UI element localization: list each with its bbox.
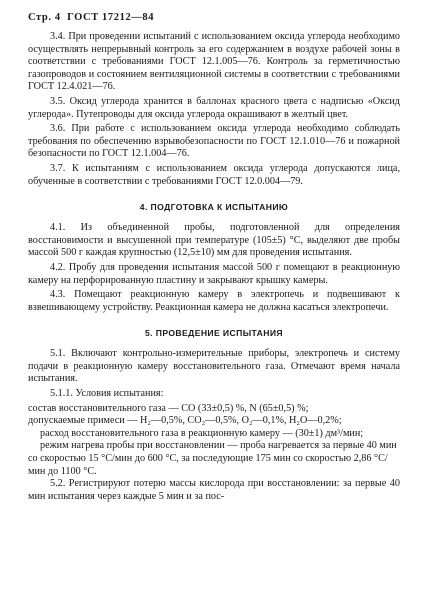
paragraph-3-5: 3.5. Оксид углерода хранится в баллонах красного цвета с надписью «Оксид углерода». Путепроводы для оксида углерода окрашивают в желтый цвет. bbox=[28, 95, 400, 120]
impurities-line: допускаемые примеси — H₂—0,5%, CO₂—0,5%, O₂—0,1%, H₂O—0,2%; bbox=[28, 415, 342, 427]
page-header bbox=[28, 12, 400, 23]
paragraph-5-1: 5.1. Включают контрольно-измерительные приборы, электропечь и систему подачи в реакционную камеру восстановительного газа. Отмечают время начала испытания. bbox=[28, 348, 400, 385]
paragraph-4-3: 4.3. Помещают реакционную камеру в электропечь и подвешивают к взвешивающему устройству. Реакционная камера не должна касаться электропечи. bbox=[28, 289, 400, 313]
gas-flow-line: расход восстановительного газа в реакционную камеру — (30±1) дм³/мин; bbox=[40, 427, 364, 439]
gas-composition-line: состав восстановительного газа — СО (33±0,5) %, N (65±0,5) %; bbox=[28, 402, 309, 414]
paragraph-3-7: 3.7. К испытаниям с использованием оксида углерода допускаются лица, обученные в соответствии с требованиями ГОСТ 12.0.004—79. bbox=[28, 162, 400, 187]
gost-number: ГОСТ 17212—84 bbox=[67, 12, 155, 23]
section-5-heading: 5. ПРОВЕДЕНИЕ ИСПЫТАНИЯ bbox=[145, 328, 283, 339]
paragraph-3-4: 3.4. При проведении испытаний с использованием оксида углерода необходимо осуществлять непрерывный контроль за его содержанием в воздухе рабочей зоны в соответствии с требованиями ГОСТ 12.1.005—76. Контроль за герметичностью газопроводов и состоянием вентиляционной системы в соответствии с требованиями ГОСТ 12.4.021—76. bbox=[28, 31, 400, 93]
page-number: Стр. 4 bbox=[28, 12, 61, 23]
paragraph-5-1-1: 5.1.1. Условия испытания: bbox=[50, 388, 164, 400]
paragraph-4-2: 4.2. Пробу для проведения испытания массой 500 г помещают в реакционную камеру на перфорированную пластину и закрывают крышку камеры. bbox=[28, 261, 400, 286]
paragraph-4-1: 4.1. Из объединенной пробы, подготовленной для определения восстановимости и высушенной при температуре (105±5) °С, выделяют две пробы массой 500 г каждая крупностью (12,5±10) мм для проведения испытания. bbox=[28, 222, 400, 259]
paragraph-5-2: 5.2. Регистрируют потерю массы кислорода при восстановлении: за первые 40 мин испытания через каждые 5 мин и за пос- bbox=[28, 478, 400, 502]
heating-mode-line: режим нагрева пробы при восстановлении — проба нагревается за первые 40 мин со скоростью 15 °С/мин до 600 °С, за последующие 175 мин со скоростью 2,86 °С/мин до 1100 °С. bbox=[28, 440, 397, 477]
section-4-heading: 4. ПОДГОТОВКА К ИСПЫТАНИЮ bbox=[139, 202, 289, 213]
paragraph-3-6: 3.6. При работе с использованием оксида углерода необходимо соблюдать требования по обеспечению взрывобезопасности по ГОСТ 12.1.010—76 и пожарной безопасности по ГОСТ 12.1.004—76. bbox=[28, 123, 400, 160]
